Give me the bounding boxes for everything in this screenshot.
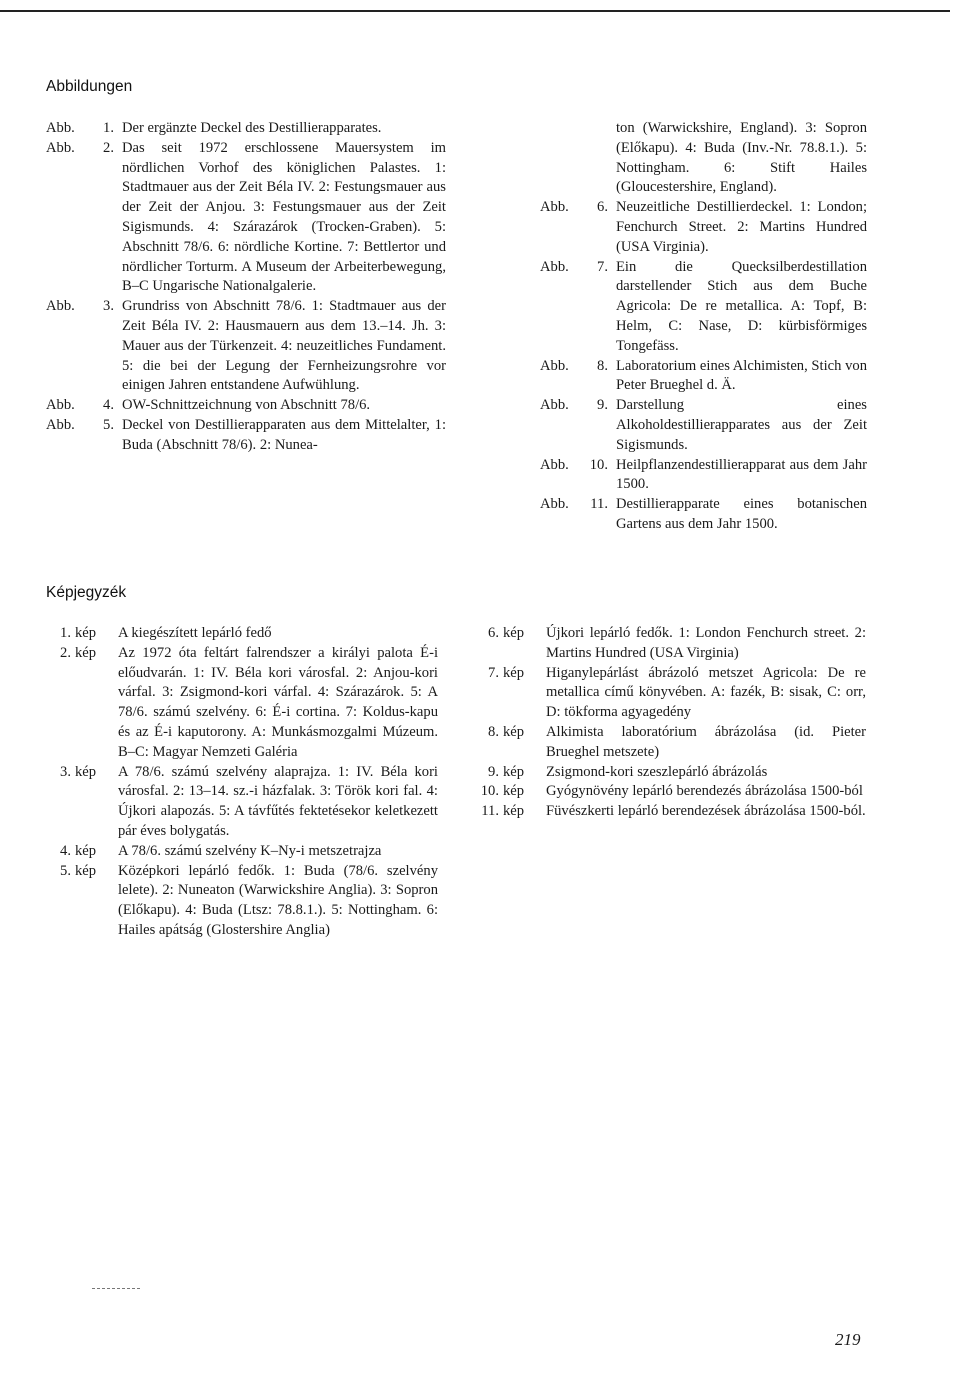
caption-entry [540, 456, 867, 496]
caption-label [474, 723, 546, 763]
caption-prefix: kép [503, 625, 525, 641]
kepjegyzek-left-column [46, 624, 438, 941]
caption-text: Deckel von Destillierapparaten aus dem Mittelalter, 1: Buda (Abschnitt 78/6). 2: Nunea- [122, 416, 446, 453]
caption-label [540, 456, 616, 496]
caption-entry [474, 782, 866, 802]
caption-entry [46, 842, 438, 862]
caption-text: Destillierapparate eines botanischen Gartens aus dem Jahr 1500. [616, 496, 867, 532]
top-rule [0, 10, 950, 12]
caption-text: A kiegészített lepárló fedő [118, 625, 272, 641]
abbildungen-right-list [540, 198, 867, 535]
caption-prefix: Abb. [540, 397, 569, 414]
caption-prefix: kép [75, 842, 97, 859]
caption-entry [474, 624, 866, 664]
caption-entry [540, 198, 867, 257]
caption-label [474, 624, 546, 664]
caption-number: 3. [60, 763, 71, 780]
caption-number: 9. [597, 397, 608, 414]
footnote-dash [92, 1288, 140, 1289]
caption-entry [46, 139, 446, 297]
caption-label [46, 416, 122, 456]
caption-number: 1. [60, 625, 71, 641]
caption-entry [46, 297, 446, 396]
caption-prefix: kép [75, 763, 97, 780]
caption-prefix: Abb. [46, 416, 75, 433]
caption-entry [46, 119, 446, 139]
caption-text: Der ergänzte Deckel des Destillierapparates. [122, 120, 382, 136]
caption-prefix: kép [75, 644, 97, 661]
caption-text: Das seit 1972 erschlossene Mauersystem im nördlichen Vorhof des königlichen Palastes. 1: Stadtmauer aus der Zeit Béla IV. 2: Festungsmauer aus der Zeit der Anjou. 3: Festungsmauer aus der Zeit Sigismunds. 4: Szárazárok (Trocken-Graben). 5: Abschnitt 78/6. 6: nördliche Kortine. 7: Bettlertor und nördlicher Torturm. A Museum der Arbeiterbewegung, B–C Ungarische Nationalgalerie. [122, 139, 446, 295]
caption-number: 4. [60, 842, 71, 859]
caption-text: Ein die Quecksilberdestillation darstellender Stich aus dem Buche Agricola: De re metallica. A: Topf, B: Helm, C: Nase, D: kürbisförmiges Tongefäss. [616, 258, 867, 354]
caption-label [474, 763, 546, 783]
section-title-kepjegyzek: Képjegyzék [46, 584, 127, 601]
kepjegyzek-right-column [474, 624, 866, 822]
caption-label [474, 782, 546, 802]
caption-text: Újkori lepárló fedők. 1: London Fenchurch street. 2: Martins Hundred (USA Virginia) [546, 625, 866, 661]
caption-number: 6. [488, 625, 499, 641]
section-title-abbildungen: Abbildungen [46, 78, 133, 95]
caption-text: Higanylepárlást ábrázoló metszet Agricola: De re metallica című könyvében. A: fazék, B: sisak, C: orr, D: tökforma agyagedény [546, 664, 866, 721]
caption-text: Heilpflanzendestillierapparat aus dem Jahr 1500. [616, 456, 867, 493]
caption-entry [46, 416, 446, 456]
caption-prefix: kép [503, 664, 525, 681]
caption-number: 11. [590, 496, 608, 513]
caption-entry [46, 624, 438, 644]
caption-number: 7. [488, 664, 499, 681]
abbildungen-left-column [46, 119, 446, 456]
caption-text: A 78/6. számú szelvény K–Ny-i metszetrajza [118, 842, 382, 859]
caption-text: Zsigmond-kori szeszlepárló ábrázolás [546, 763, 768, 780]
caption-entry [46, 644, 438, 763]
caption-text: Laboratorium eines Alchimisten, Stich von Peter Brueghel d. Ä. [616, 357, 867, 394]
caption-text: A 78/6. számú szelvény alaprajza. 1: IV. Béla kori városfal. 2: 13–14. sz.-i házfalak. 3: Török kori fal. 4: Újkori alapozás. 5: A távfűtés fektetésekor keletkezett pár éves bolygatás. [118, 763, 438, 839]
caption-label [540, 258, 616, 357]
caption-entry [540, 357, 867, 397]
caption-number: 2. [60, 644, 71, 661]
caption-number: 10. [589, 456, 608, 473]
caption-text: Neuzeitliche Destillierdeckel. 1: London; Fenchurch Street. 2: Martins Hundred (USA Virginia). [616, 199, 867, 255]
caption-number: 1. [103, 120, 114, 136]
caption-number: 8. [488, 723, 499, 740]
caption-number: 11. [481, 803, 499, 820]
caption-label [540, 198, 616, 257]
caption-number: 9. [488, 763, 499, 780]
caption-text: Füvészkerti lepárló berendezések ábrázolása 1500-ból. [546, 803, 866, 820]
caption-number: 5. [103, 416, 114, 433]
caption-entry [540, 258, 867, 357]
caption-prefix: kép [503, 783, 525, 800]
caption-text: Gyógynövény lepárló berendezés ábrázolása 1500-ból [546, 783, 863, 800]
caption-prefix: kép [75, 862, 97, 879]
caption-prefix: Abb. [46, 139, 75, 156]
caption-entry [540, 396, 867, 455]
caption-number: 2. [103, 139, 114, 156]
caption-label [46, 644, 118, 763]
caption-prefix: Abb. [540, 357, 569, 374]
caption-text: OW-Schnittzeichnung von Abschnitt 78/6. [122, 397, 371, 414]
caption-text: Alkimista laboratórium ábrázolása (id. Pieter Brueghel metszete) [546, 723, 866, 760]
caption-prefix: Abb. [46, 397, 75, 414]
caption-prefix: Abb. [540, 496, 569, 513]
caption-label [46, 396, 122, 416]
caption-label [540, 357, 616, 397]
caption-label [46, 119, 122, 139]
caption-number: 7. [597, 258, 608, 275]
caption-label [46, 139, 122, 297]
caption-prefix: kép [75, 625, 97, 641]
caption-label [46, 763, 118, 842]
caption-continuation: ton (Warwickshire, England). 3: Sopron (Előkapu). 4: Buda (Inv.-Nr. 78.8.1.). 5: Nottingham. 6: Stift Hailes (Gloucestershire, England). [616, 120, 867, 196]
caption-entry [46, 862, 438, 941]
caption-number: 8. [597, 357, 608, 374]
caption-entry [474, 763, 866, 783]
caption-entry [46, 763, 438, 842]
caption-text: Darstellung eines Alkoholdestillierapparates aus der Zeit Sigismunds. [616, 397, 867, 453]
caption-prefix: Abb. [540, 199, 569, 216]
caption-text: Grundriss von Abschnitt 78/6. 1: Stadtmauer aus der Zeit Béla IV. 2: Hausmauern aus dem 13.–14. Jh. 3: Mauer aus der Türkenzeit. 4: neuzeitliches Fundament. 5: die bei der Legung der Fernheizungsrohre vor einigen Jahren entstandene Aufwühlung. [122, 298, 446, 394]
page-number: 219 [835, 1330, 861, 1349]
abbildungen-right-column [540, 119, 867, 535]
caption-label [540, 396, 616, 455]
caption-prefix: kép [503, 763, 525, 780]
caption-prefix: Abb. [540, 456, 569, 473]
caption-label [474, 802, 546, 822]
caption-entry [474, 802, 866, 822]
caption-entry [540, 495, 867, 535]
caption-number: 4. [103, 397, 114, 414]
caption-prefix: kép [503, 803, 525, 820]
caption-label [474, 664, 546, 723]
caption-number: 10. [480, 783, 499, 800]
caption-text: Középkori lepárló fedők. 1: Buda (78/6. szelvény lelete). 2: Nuneaton (Warwickshire Anglia). 3: Sopron (Előkapu). 4: Buda (Ltsz: 78.8.1.). 5: Nottingham. 6: Hailes apátság (Glostershire Anglia) [118, 862, 438, 938]
caption-entry [474, 664, 866, 723]
caption-number: 5. [60, 862, 71, 879]
caption-prefix: Abb. [46, 298, 75, 315]
caption-label [540, 495, 616, 535]
caption-label [46, 297, 122, 396]
caption-entry [474, 723, 866, 763]
caption-label [46, 842, 118, 862]
caption-entry [46, 396, 446, 416]
caption-number: 3. [103, 298, 114, 315]
caption-label [46, 862, 118, 941]
caption-prefix: Abb. [46, 120, 75, 136]
caption-prefix: Abb. [540, 258, 569, 275]
caption-text: Az 1972 óta feltárt falrendszer a királyi palota É-i előudvarán. 1: IV. Béla kori városfal. 2: Anjou-kori várfal. 3: Zsigmond-kori várfal. 4: Szárazárok. 5: A 78/6. számú szelvény. 6: É-i cortina. 7: Koldus-kapu és az É-i kaputorony. A: Munkásmozgalmi Múzeum. B–C: Magyar Nemzeti Galéria [118, 644, 438, 760]
caption-prefix: kép [503, 723, 525, 740]
caption-label [46, 624, 118, 644]
caption-number: 6. [597, 199, 608, 216]
